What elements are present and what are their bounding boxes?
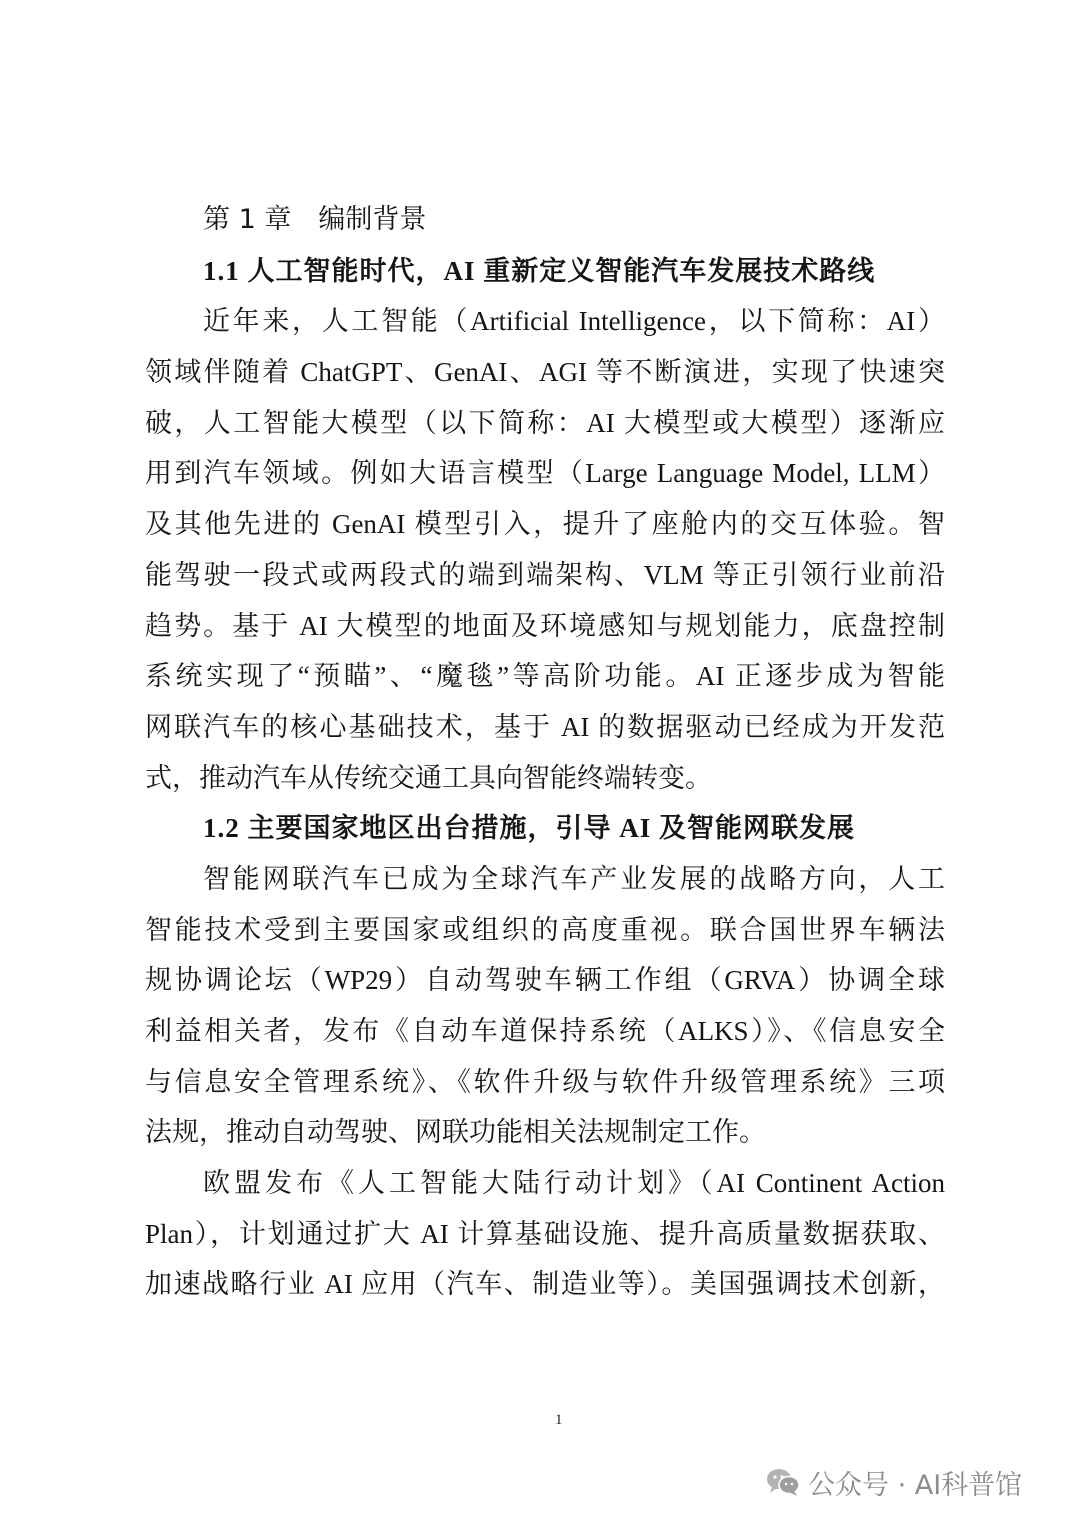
paragraph-line: Plan），计划通过扩大 AI 计算基础设施、提升高质量数据获取、 [145,1218,945,1249]
paragraph-line: 用到汽车领域。例如大语言模型（Large Language Model, LLM） [145,458,945,489]
chapter-title: 第 1 章 编制背景 [203,204,427,235]
wechat-icon [766,1467,800,1497]
section-1-2 [145,803,945,1310]
paragraph-line: 式，推动汽车从传统交通工具向智能终端转变。 [145,762,712,793]
paragraph [145,854,945,1158]
paragraph-line: 近年来，人工智能（Artificial Intelligence，以下简称：AI） [203,306,945,337]
page-content [145,195,945,1310]
paragraph-line: 破，人工智能大模型（以下简称：AI 大模型或大模型）逐渐应 [145,407,945,438]
paragraph-line: 智能技术受到主要国家或组织的高度重视。联合国世界车辆法 [145,914,945,945]
paragraph-line: 规协调论坛（WP29）自动驾驶车辆工作组（GRVA）协调全球 [145,965,945,996]
paragraph-line: 欧盟发布《人工智能大陆行动计划》（AI Continent Action [203,1168,945,1199]
paragraph-line: 趋势。基于 AI 大模型的地面及环境感知与规划能力，底盘控制 [145,610,945,641]
section-heading: 1.1 人工智能时代，AI 重新定义智能汽车发展技术路线 [203,255,876,286]
paragraph-line: 利益相关者，发布《自动车道保持系统（ALKS）》、《信息安全 [145,1016,945,1046]
paragraph-line: 及其他先进的 GenAI 模型引入，提升了座舱内的交互体验。智 [145,509,945,540]
watermark-text: 公众号 · AI科普馆 [808,1469,1023,1501]
section-heading: 1.2 主要国家地区出台措施，引导 AI 及智能网联发展 [203,813,856,844]
paragraph-line: 加速战略行业 AI 应用（汽车、制造业等）。美国强调技术创新， [145,1269,945,1300]
paragraph-line: 系统实现了“预瞄”、“魔毯”等高阶功能。AI 正逐步成为智能 [145,661,945,692]
section-1-1 [145,246,945,804]
paragraph [145,296,945,803]
paragraph-line: 智能网联汽车已成为全球汽车产业发展的战略方向，人工 [203,863,945,894]
watermark [766,1462,1022,1502]
paragraph-line: 领域伴随着 ChatGPT、GenAI、AGI 等不断演进，实现了快速突 [145,357,945,388]
paragraph-line: 网联汽车的核心基础技术，基于 AI 的数据驱动已经成为开发范 [145,711,945,742]
paragraph [145,1158,945,1310]
page-number: 1 [555,1412,563,1428]
paragraph-line: 能驾驶一段式或两段式的端到端架构、VLM 等正引领行业前沿 [145,559,945,590]
paragraph-line: 法规，推动自动驾驶、网联功能相关法规制定工作。 [145,1117,766,1148]
paragraph-line: 与信息安全管理系统》、《软件升级与软件升级管理系统》三项 [145,1066,945,1097]
